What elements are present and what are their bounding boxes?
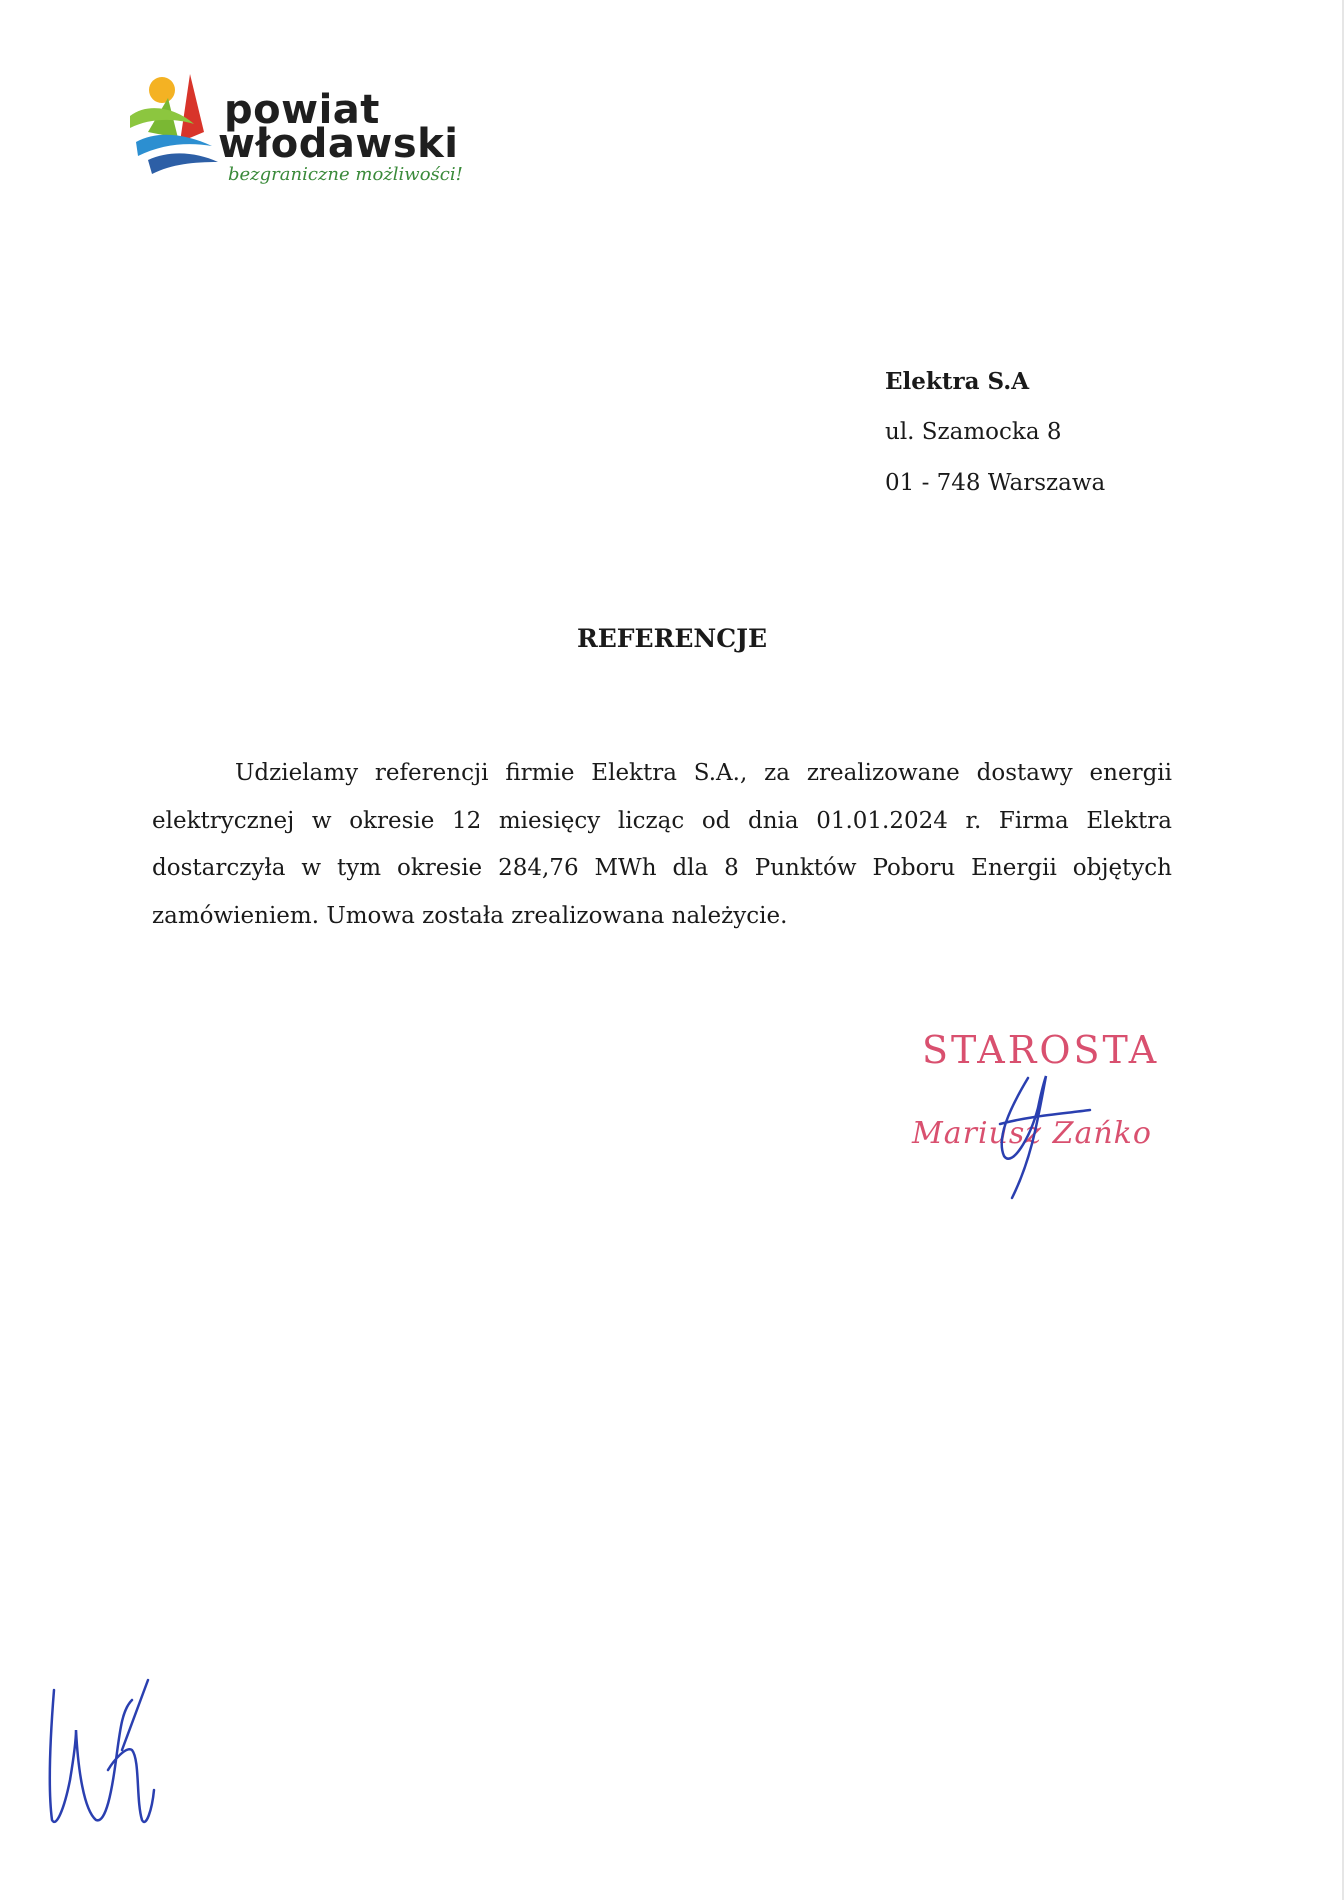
initials-signature-icon — [36, 1660, 176, 1840]
stamp-title: STAROSTA — [922, 1028, 1160, 1072]
official-stamp — [900, 1028, 1160, 1208]
recipient-city: 01 - 748 Warszawa — [885, 470, 1106, 496]
logo-name-line1: powiat — [224, 87, 380, 133]
body-paragraph: Udzielamy referencji firmie Elektra S.A., za zrealizowane dostawy energii elektrycznej w okresie 12 miesięcy licząc od dnia 01.01.2024 r. Firma Elektra dostarczyła w tym okresie 284,76 MWh dla 8 Punktów Poboru Energii objętych zamówieniem. Umowa została zrealizowana należycie. — [152, 760, 1172, 929]
logo-tagline: bezgraniczne możliwości! — [228, 164, 463, 185]
recipient-street: ul. Szamocka 8 — [885, 419, 1062, 445]
county-logo — [128, 72, 468, 202]
logo-name-line2: włodawski — [218, 121, 459, 167]
signature-icon — [900, 1028, 1160, 1208]
recipient-address — [885, 356, 1105, 509]
stamp-person: Mariusz Zańko — [912, 1116, 1152, 1151]
recipient-company: Elektra S.A — [885, 368, 1030, 395]
document-body — [152, 750, 1172, 940]
document-title: REFERENCJE — [576, 624, 768, 653]
